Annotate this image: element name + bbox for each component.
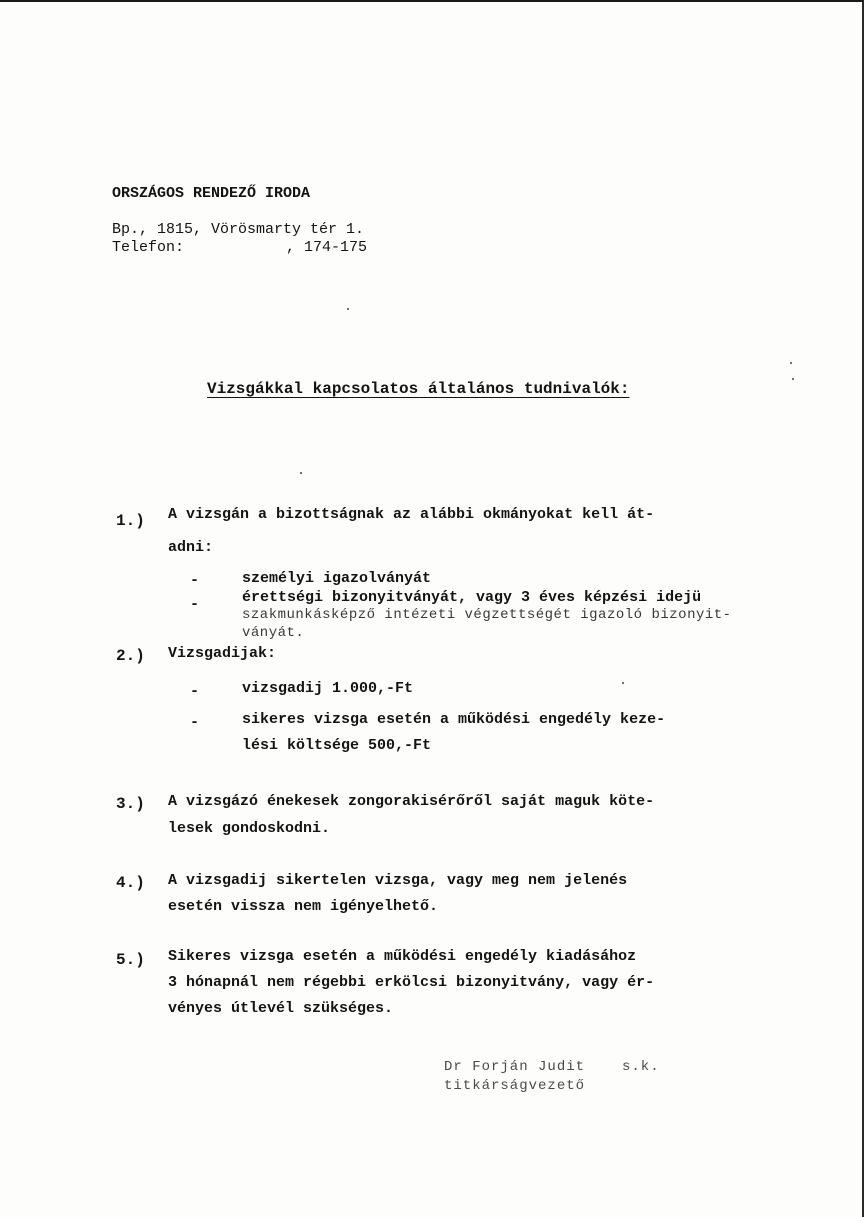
signature-mark: s.k. — [622, 1059, 660, 1075]
item-number-3: 3.) — [116, 795, 145, 813]
item-1-sub-1-line-1: személyi igazolványát — [242, 570, 432, 587]
item-number-4: 4.) — [116, 874, 145, 892]
item-1-sub-2-line-3: ványát. — [242, 625, 305, 641]
item-number-2: 2.) — [116, 647, 145, 665]
item-3-line-1: A vizsgázó énekesek zongorakisérőről saját maguk köte- — [168, 793, 655, 810]
item-1-sub-1-dash: - — [190, 572, 200, 589]
item-1-sub-2-line-1: érettségi bizonyitványát, vagy 3 éves képzési idejü — [242, 589, 702, 606]
phone-label: Telefon: — [112, 239, 185, 256]
item-number-5: 5.) — [116, 951, 145, 969]
scan-speck — [347, 308, 349, 310]
item-number-1: 1.) — [116, 512, 145, 530]
item-2-sub-2-line-2: lési költsége 500,-Ft — [242, 737, 432, 754]
org-name: ORSZÁGOS RENDEZŐ IRODA — [112, 185, 311, 202]
item-1-line-1: A vizsgán a bizottságnak az alábbi okmányokat kell át- — [168, 506, 655, 523]
scan-speck — [790, 362, 792, 364]
document-title: Vizsgákkal kapcsolatos általános tudnivalók: — [207, 380, 630, 398]
item-2-sub-2-line-1: sikeres vizsga esetén a működési engedély keze- — [242, 711, 666, 728]
signature-name: Dr Forján Judit — [444, 1059, 586, 1075]
address-line: Bp., 1815, Vörösmarty tér 1. — [112, 221, 365, 238]
item-1-sub-2-dash: - — [190, 596, 200, 613]
item-2-sub-1-line-1: vizsgadij 1.000,-Ft — [242, 680, 414, 697]
item-2-sub-2-dash: - — [190, 714, 200, 731]
signature-role: titkárságvezető — [444, 1078, 586, 1094]
item-3-line-2: lesek gondoskodni. — [168, 820, 331, 837]
scan-speck — [622, 682, 624, 684]
scan-speck — [792, 378, 794, 380]
item-5-line-1: Sikeres vizsga esetén a működési engedély kiadásához — [168, 948, 637, 965]
item-5-line-2: 3 hónapnál nem régebbi erkölcsi bizonyitvány, vagy ér- — [168, 974, 655, 991]
item-1-line-2: adni: — [168, 539, 214, 556]
scan-speck — [300, 472, 302, 474]
item-4-line-2: esetén vissza nem igényelhető. — [168, 898, 439, 915]
item-5-line-3: vényes útlevél szükséges. — [168, 1000, 394, 1017]
item-4-line-1: A vizsgadij sikertelen vizsga, vagy meg nem jelenés — [168, 872, 628, 889]
item-2-line-1: Vizsgadijak: — [168, 645, 277, 662]
item-1-sub-2-line-2: szakmunkásképző intézeti végzettségét igazoló bizonyit- — [242, 607, 732, 623]
item-2-sub-1-dash: - — [190, 683, 200, 700]
phone-number: , 174-175 — [286, 239, 368, 256]
